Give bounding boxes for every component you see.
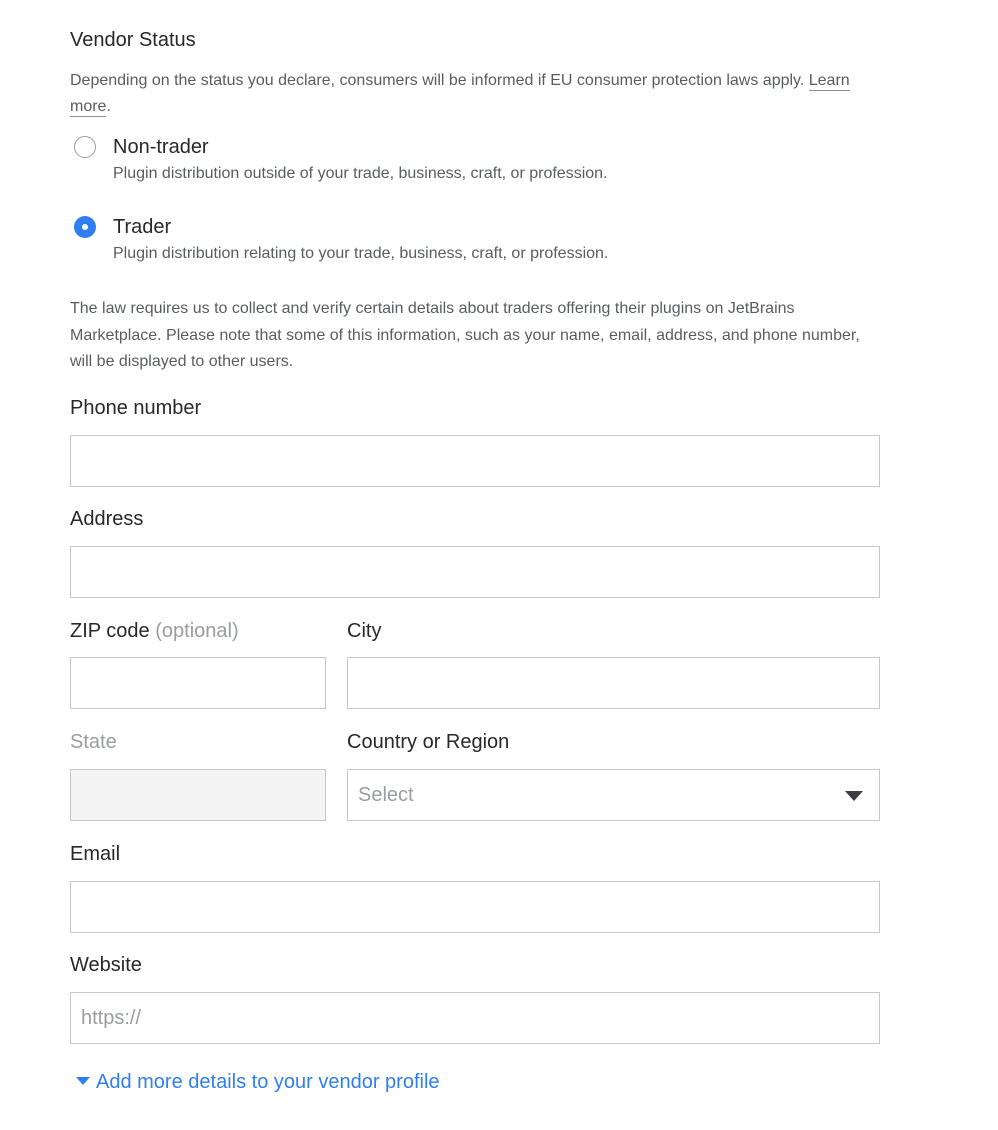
city-label: City <box>347 620 382 642</box>
intro-text-block <box>70 68 860 120</box>
law-notice-text: The law requires us to collect and verify certain details about traders offering their plugins on JetBrains Marketplace. Please note that some of this information, such as your name, email, address, and phone number, will be displayed to other users. <box>70 300 860 370</box>
phone-number-input[interactable] <box>70 435 880 487</box>
address-label: Address <box>70 508 144 530</box>
state-label: State <box>70 731 117 753</box>
zip-code-input[interactable] <box>70 657 326 709</box>
add-more-details-toggle[interactable] <box>76 1070 440 1094</box>
country-region-label: Country or Region <box>347 731 510 753</box>
caret-down-icon <box>76 1077 90 1085</box>
radio-label-trader: Trader <box>113 216 172 238</box>
radio-trader[interactable] <box>74 215 854 267</box>
city-input[interactable] <box>347 657 880 709</box>
radio-description-trader: Plugin distribution relating to your trade, business, craft, or profession. <box>113 245 609 262</box>
caret-down-icon <box>845 791 863 801</box>
email-input[interactable] <box>70 881 880 933</box>
optional-marker: (optional) <box>155 620 239 642</box>
radio-button-unchecked-icon[interactable] <box>74 136 96 158</box>
radio-non-trader[interactable] <box>74 135 854 187</box>
zip-code-label <box>70 619 239 643</box>
learn-more-suffix: . <box>106 98 111 115</box>
section-title: Vendor Status <box>70 29 196 51</box>
state-input-disabled <box>70 769 326 821</box>
radio-label-non-trader: Non-trader <box>113 136 209 158</box>
zip-code-label-text: ZIP code <box>70 620 150 642</box>
phone-number-label: Phone number <box>70 397 202 419</box>
learn-more-link[interactable]: Learn more <box>70 72 850 115</box>
email-label: Email <box>70 843 121 865</box>
add-more-details-label: Add more details to your vendor profile <box>96 1071 440 1093</box>
country-region-select[interactable] <box>347 769 880 821</box>
address-input[interactable] <box>70 546 880 598</box>
country-select-value: Select <box>358 784 414 806</box>
intro-text: Depending on the status you declare, consumers will be informed if EU consumer protection laws apply. <box>70 72 805 89</box>
radio-button-checked-icon[interactable] <box>74 216 96 238</box>
radio-description-non-trader: Plugin distribution outside of your trade, business, craft, or profession. <box>113 165 608 182</box>
website-input[interactable] <box>70 992 880 1044</box>
website-label: Website <box>70 954 142 976</box>
